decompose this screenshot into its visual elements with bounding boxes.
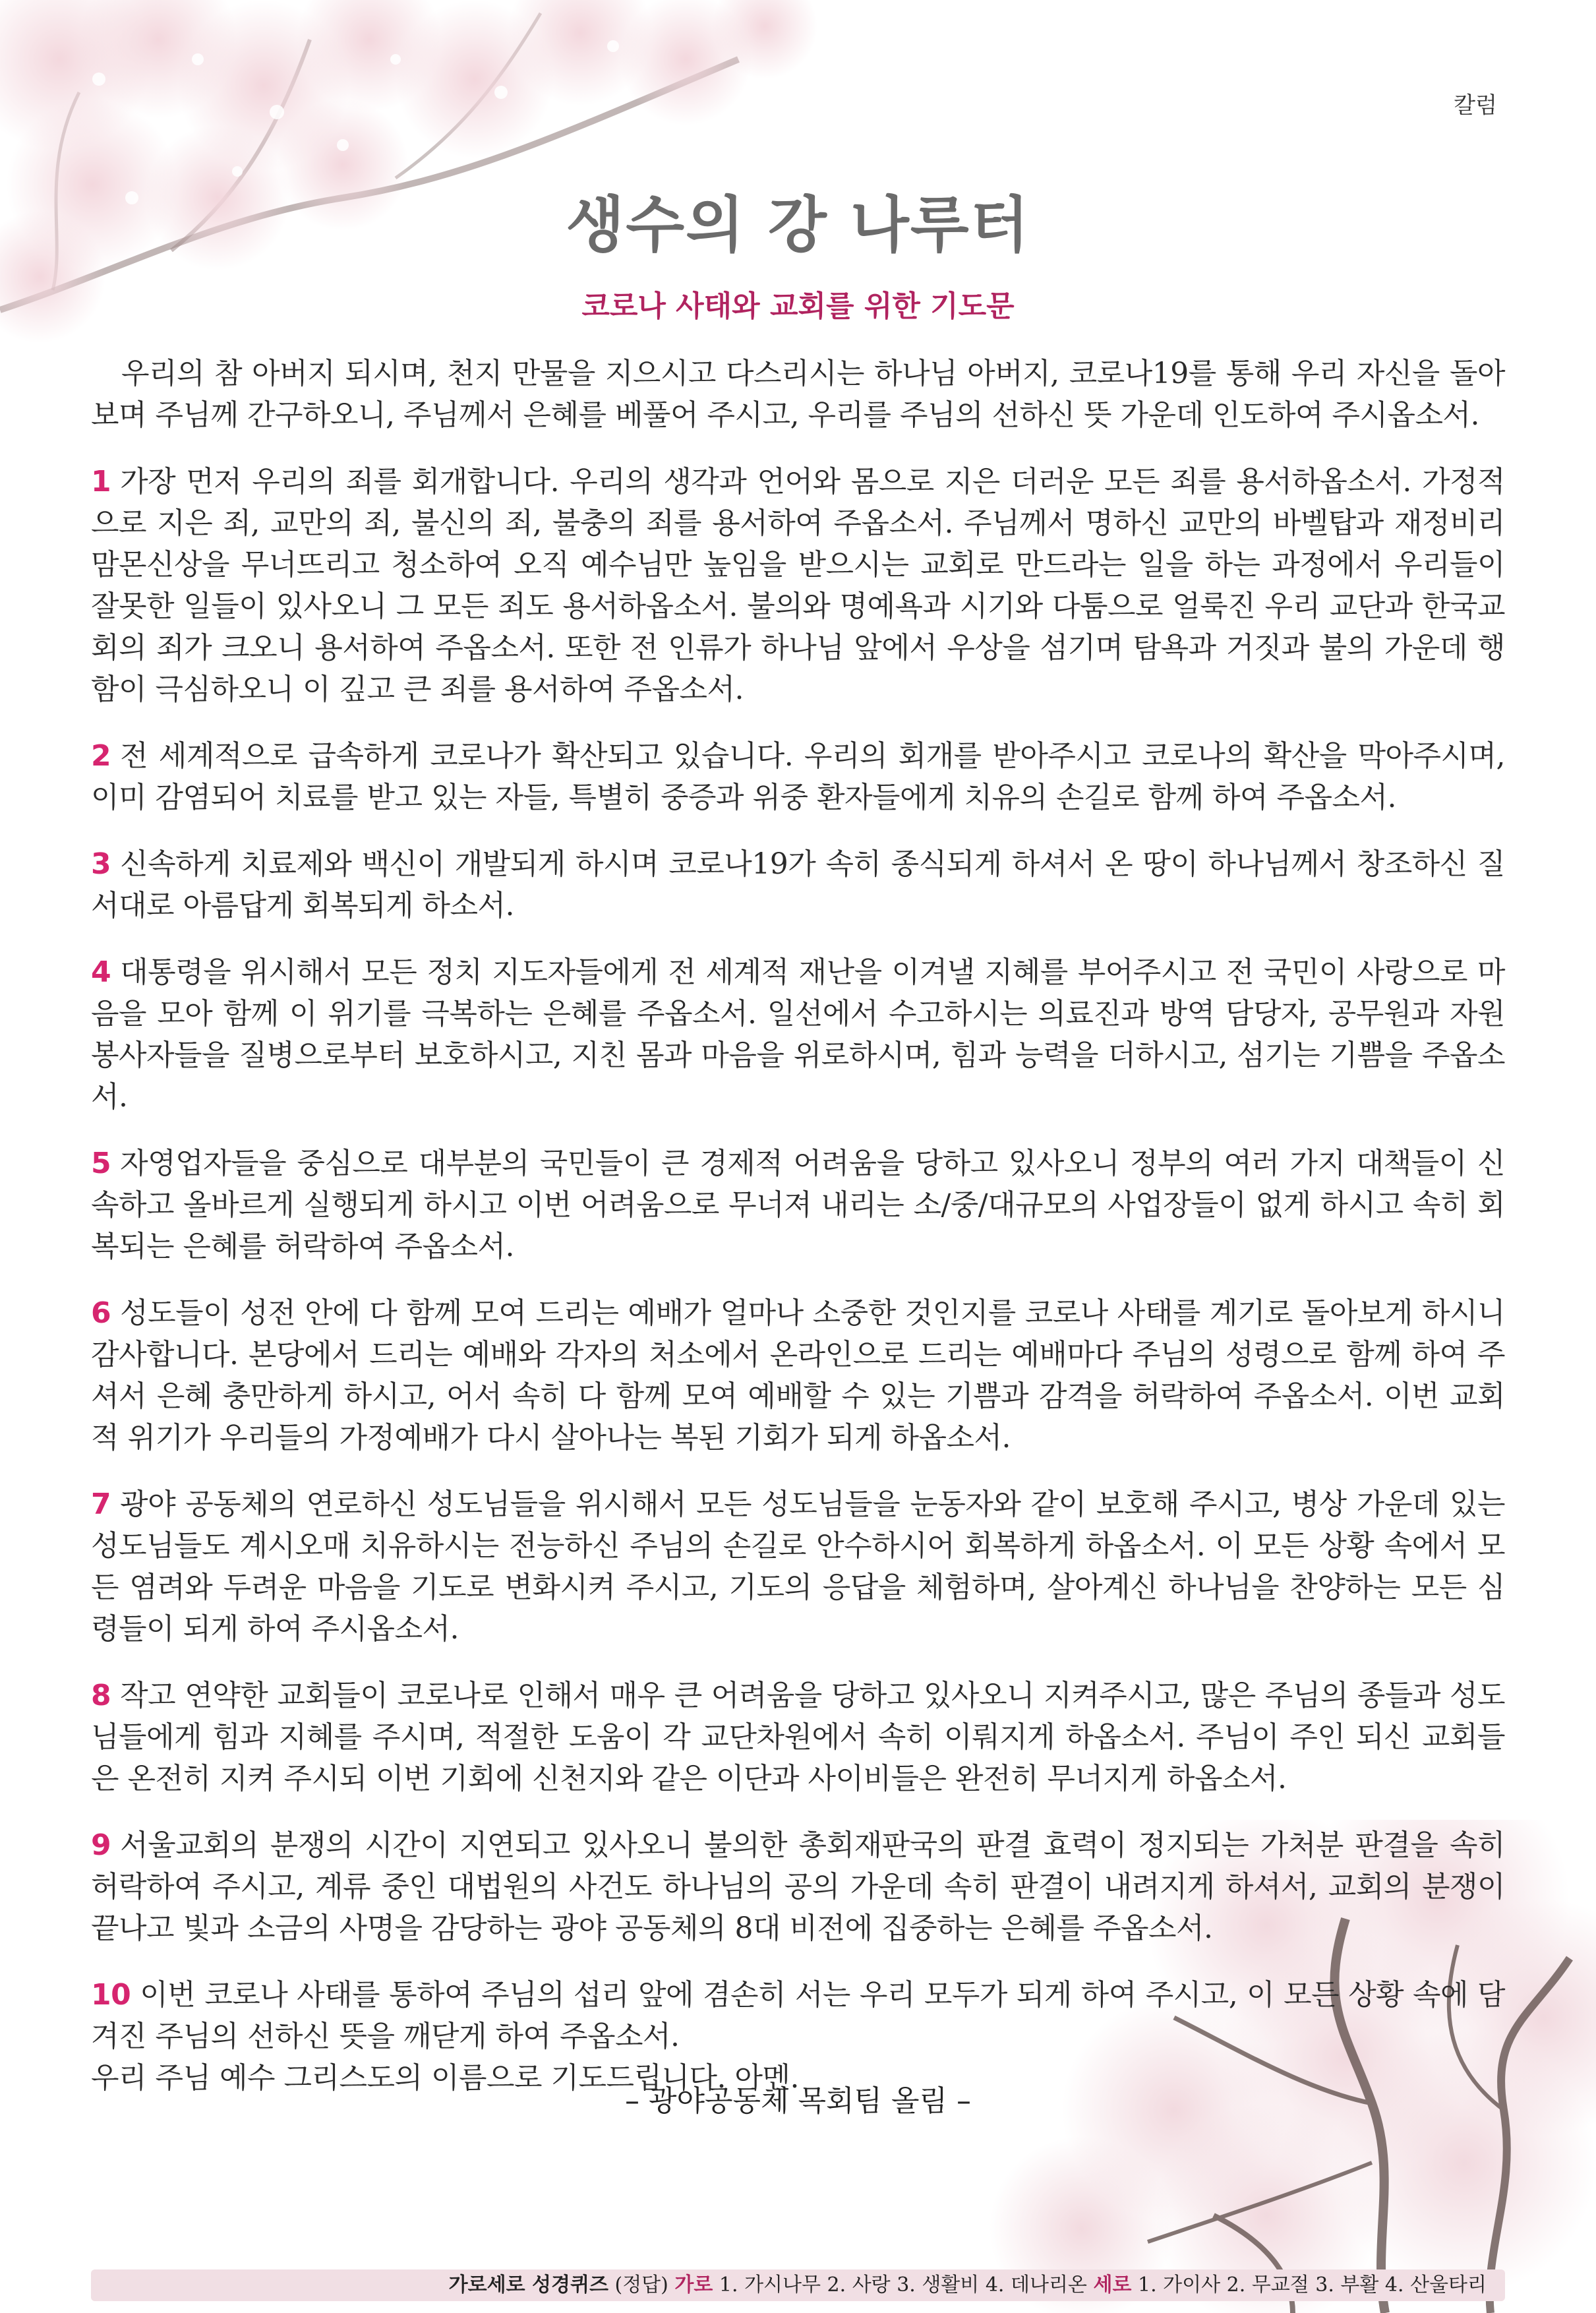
quiz-across-label: 가로 <box>674 2273 713 2297</box>
prayer-item <box>91 843 1505 926</box>
prayer-number: 5 <box>91 1147 111 1180</box>
prayer-number: 2 <box>91 739 111 773</box>
prayer-number: 4 <box>91 955 111 989</box>
quiz-answer-label: (정답) <box>614 2273 668 2297</box>
prayer-text: 작고 연약한 교회들이 코로나로 인해서 매우 큰 어려움을 당하고 있사오니 지켜주시고, 많은 주님의 종들과 성도님들에게 힘과 지혜를 주시며, 적절한 도움이 각 교단차원에서 속히 이뤄지게 하옵소서. 주님이 주인 되신 교회들은 온전히 지켜 주시되 이번 기회에 신천지와 같은 이단과 사이비들은 완전히 무너지게 하옵소서. <box>91 1679 1505 1795</box>
page-subtitle: 코로나 사태와 교회를 위한 기도문 <box>581 289 1015 323</box>
prayer-number: 10 <box>91 1978 131 2012</box>
prayer-text: 대통령을 위시해서 모든 정치 지도자들에게 전 세계적 재난을 이겨낼 지혜를 부어주시고 전 국민이 사랑으로 마음을 모아 함께 이 위기를 극복하는 은혜를 주옵소서. 일선에서 수고하시는 의료진과 방역 담당자, 공무원과 자원봉사자들을 질병으로부터 보호하시고, 지친 몸과 마음을 위로하시며, 힘과 능력을 더하시고, 섬기는 기쁨을 주옵소서. <box>91 955 1505 1114</box>
prayer-number: 3 <box>91 847 111 881</box>
prayer-item <box>91 461 1505 710</box>
prayer-text: 광야 공동체의 연로하신 성도님들을 위시해서 모든 성도님들을 눈동자와 같이 보호해 주시고, 병상 가운데 있는 성도님들도 계시오매 치유하시는 전능하신 주님의 손길로 안수하시어 회복하게 하옵소서. 이 모든 상황 속에서 모든 염려와 두려운 마음을 기도로 변화시켜 주시고, 기도의 응답을 체험하며, 살아계신 하나님을 찬양하는 모든 심령들이 되게 하여 주시옵소서. <box>91 1487 1505 1646</box>
quiz-down-label: 세로 <box>1093 2273 1132 2297</box>
signature: – 광야공동체 목회팀 올림 – <box>625 2084 971 2118</box>
prayer-number: 6 <box>91 1296 111 1330</box>
prayer-item <box>91 1974 1505 2057</box>
prayer-text: 가장 먼저 우리의 죄를 회개합니다. 우리의 생각과 언어와 몸으로 지은 더러운 모든 죄를 용서하옵소서. 가정적으로 지은 죄, 교만의 죄, 불신의 죄, 불충의 죄를 용서하여 주옵소서. 주님께서 명하신 교만의 바벨탑과 재정비리 맘몬신상을 무너뜨리고 청소하여 오직 예수님만 높임을 받으시는 교회로 만드라는 일을 하는 과정에서 우리들이 잘못한 일들이 있사오니 그 모든 죄도 용서하옵소서. 불의와 명예욕과 시기와 다툼으로 얼룩진 우리 교단과 한국교회의 죄가 크오니 용서하여 주옵소서. 또한 전 인류가 하나님 앞에서 우상을 섬기며 탐욕과 거짓과 불의 가운데 행함이 극심하오니 이 깊고 큰 죄를 용서하여 주옵소서. <box>91 465 1505 706</box>
prayer-body <box>91 353 1505 2124</box>
prayer-text: 전 세계적으로 급속하게 코로나가 확산되고 있습니다. 우리의 회개를 받아주시고 코로나의 확산을 막아주시며, 이미 감염되어 치료를 받고 있는 자들, 특별히 중증과 위중 환자들에게 치유의 손길로 함께 하여 주옵소서. <box>91 739 1505 814</box>
intro-paragraph: 우리의 참 아버지 되시며, 천지 만물을 지으시고 다스리시는 하나님 아버지, 코로나19를 통해 우리 자신을 돌아보며 주님께 간구하오니, 주님께서 은혜를 베풀어 주시고, 우리를 주님의 선하신 뜻 가운데 인도하여 주시옵소서. <box>91 357 1506 432</box>
prayer-text: 신속하게 치료제와 백신이 개발되게 하시며 코로나19가 속히 종식되게 하셔서 온 땅이 하나님께서 창조하신 질서대로 아름답게 회복되게 하소서. <box>91 847 1505 922</box>
prayer-number: 8 <box>91 1679 111 1712</box>
prayer-item <box>91 1675 1505 1799</box>
section-label: 칼럼 <box>1454 92 1497 119</box>
prayer-item <box>91 951 1505 1118</box>
closing-line: 우리 주님 예수 그리스도의 이름으로 기도드립니다. 아멘. <box>91 2061 799 2095</box>
prayer-number: 1 <box>91 465 111 498</box>
prayer-item <box>91 1824 1505 1949</box>
quiz-across-answers: 1. 가시나무 2. 사랑 3. 생활비 4. 데나리온 <box>719 2273 1087 2297</box>
quiz-title: 가로세로 성경퀴즈 <box>448 2273 608 2297</box>
prayer-item <box>91 1292 1505 1458</box>
bible-quiz-answers <box>91 2269 1505 2301</box>
prayer-text: 자영업자들을 중심으로 대부분의 국민들이 큰 경제적 어려움을 당하고 있사오니 정부의 여러 가지 대책들이 신속하고 올바르게 실행되게 하시고 이번 어려움으로 무너져 내리는 소/중/대규모의 사업장들이 없게 하시고 속히 회복되는 은혜를 허락하여 주옵소서. <box>91 1147 1505 1263</box>
prayer-text: 성도들이 성전 안에 다 함께 모여 드리는 예배가 얼마나 소중한 것인지를 코로나 사태를 계기로 돌아보게 하시니 감사합니다. 본당에서 드리는 예배와 각자의 처소에서 온라인으로 드리는 예배마다 주님의 성령으로 함께 하여 주셔서 은혜 충만하게 하시고, 어서 속히 다 함께 모여 예배할 수 있는 기쁨과 감격을 허락하여 주옵소서. 이번 교회적 위기가 우리들의 가정예배가 다시 살아나는 복된 기회가 되게 하옵소서. <box>91 1296 1505 1455</box>
prayer-number: 7 <box>91 1487 111 1521</box>
prayer-text: 이번 코로나 사태를 통하여 주님의 섭리 앞에 겸손히 서는 우리 모두가 되게 하여 주시고, 이 모든 상황 속에 담겨진 주님의 선하신 뜻을 깨닫게 하여 주옵소서. <box>91 1978 1505 2053</box>
prayer-text: 서울교회의 분쟁의 시간이 지연되고 있사오니 불의한 총회재판국의 판결 효력이 정지되는 가처분 판결을 속히 허락하여 주시고, 계류 중인 대법원의 사건도 하나님의 공의 가운데 속히 판결이 내려지게 하셔서, 교회의 분쟁이 끝나고 빛과 소금의 사명을 감당하는 광야 공동체의 8대 비전에 집중하는 은혜를 주옵소서. <box>91 1828 1505 1945</box>
prayer-number: 9 <box>91 1828 111 1862</box>
prayer-item <box>91 735 1505 818</box>
prayer-item <box>91 1143 1505 1267</box>
page-title: 생수의 강 나루터 <box>566 190 1030 260</box>
prayer-item <box>91 1484 1505 1650</box>
quiz-down-answers: 1. 가이사 2. 무교절 3. 부활 4. 산울타리 <box>1137 2273 1487 2297</box>
